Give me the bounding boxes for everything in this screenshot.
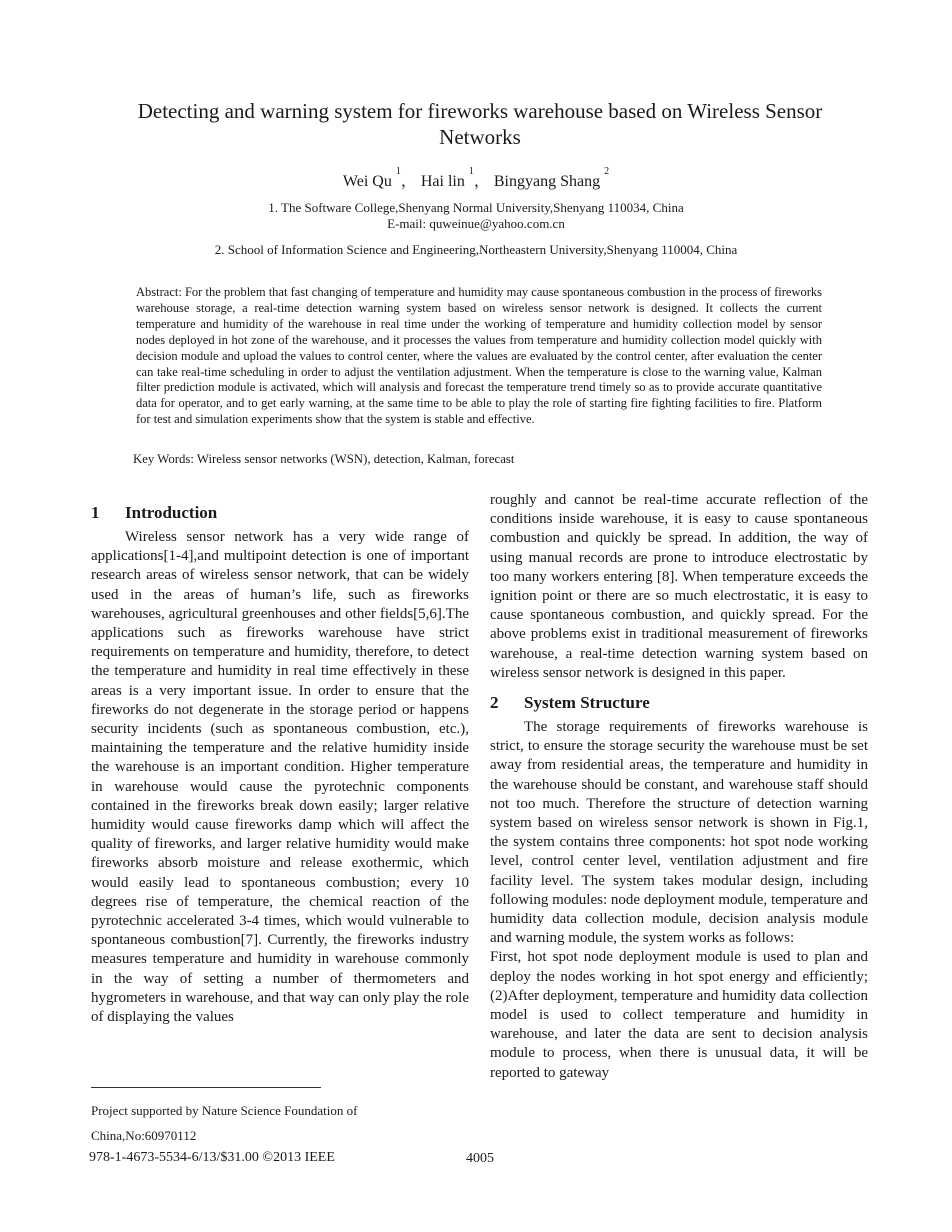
author-name: Bingyang Shang bbox=[493, 173, 601, 190]
system-structure-paragraph: First, hot spot node deployment module is used to plan and deploy the nodes working in hot spot energy and efficiently;(2)After deployment, temperature and humidity data collection model is used to collect temperature and humidity in warehouse, and later the data are sent to decision analysis module to process, when there is unusual data, it will be reported to gateway bbox=[490, 949, 868, 1081]
footnote-line: China,No:60970112 bbox=[91, 1128, 197, 1143]
affiliation-2: 2. School of Information Science and Engineering,Northeastern University,Shenyang 110004, China bbox=[214, 242, 738, 257]
system-structure-paragraph: The storage requirements of fireworks warehouse is strict, to ensure the storage security the warehouse must be set away from residential areas, the temperature and humidity in the warehouse should be constant, and warehouse staff should not too much. Therefore the structure of detection warning system based on wireless sensor network is shown in Fig.1, the system contains three components: hot spot node working level, control center level, ventilation adjustment and fire facility level. The system takes modular design, including following modules: node deployment module, temperature and humidity data collection module, decision analysis module and warning module, the system works as follows: bbox=[490, 719, 868, 947]
introduction-continuation: roughly and cannot be real-time accurate reflection of the conditions inside warehouse, it is easy to cause spontaneous combustion and quickly be spread. In addition, the way of using manual records are prone to introduce electrostatic by too many workers entering [8]. When temperature exceeds the ignition point or there are so much electrostatic, it is easy to cause spontaneous combustion, and quickly spread. For the above problems exist in traditional measurement of fireworks warehouse, a real-time detection warning system based on wireless sensor network is designed in this paper. bbox=[490, 492, 868, 681]
author-name: Wei Qu bbox=[342, 173, 392, 190]
section-title: Introduction bbox=[125, 503, 218, 522]
affiliation-1: 1. The Software College,Shenyang Normal University,Shenyang 110034, China bbox=[268, 200, 684, 215]
footnote-rule bbox=[91, 1087, 321, 1088]
right-column bbox=[490, 491, 868, 1083]
keywords: Key Words: Wireless sensor networks (WSN), detection, Kalman, forecast bbox=[133, 452, 515, 466]
section-number: 2 bbox=[490, 693, 499, 713]
section-heading bbox=[490, 692, 868, 714]
abstract: Abstract: For the problem that fast changing of temperature and humidity may cause spontaneous combustion in the process of fireworks warehouse storage, a real-time detection warning system based on wireless sensor network is designed. It collects the current temperature and humidity of the warehouse in real time under the working of temperature and humidity collection model by sensor nodes deployed in hot zone of the warehouse, and it processes the values from temperature and humidity collection model quickly with decision module and upload the values to control center, where the values are evaluated by the control center, after evaluation the center can take real-time scheduling in order to adjust the ventilation adjustment. When the temperature is close to the warning value, Kalman filter prediction module is activated, which will analysis and forecast the temperature trend timely so as to provide accurate quantitative data for operator, and to get early warning, at the same time to be able to play the role of starting fire fighting facilities to fire. Platform for test and simulation experiments show that the system is stable and effective. bbox=[136, 285, 822, 427]
author-separator: ， bbox=[400, 173, 417, 190]
author-email: E-mail: quweinue@yahoo.com.cn bbox=[387, 216, 565, 231]
section-number: 1 bbox=[91, 503, 100, 522]
author-list bbox=[0, 168, 952, 191]
author-separator: ， bbox=[473, 173, 490, 190]
page-number: 4005 bbox=[466, 1151, 494, 1166]
author-affiliation-mark: 2 bbox=[604, 166, 610, 177]
author-affiliation-mark: 1 bbox=[395, 166, 401, 177]
paper-title: Detecting and warning system for fireworks warehouse based on Wireless Sensor Networks bbox=[137, 99, 823, 149]
left-column bbox=[91, 502, 469, 1027]
author-name: Hai lin bbox=[420, 173, 465, 190]
isbn-copyright: 978-1-4673-5534-6/13/$31.00 ©2013 IEEE bbox=[89, 1150, 335, 1165]
section-title: System Structure bbox=[524, 693, 650, 713]
footnote-line: Project supported by Nature Science Foundation of bbox=[91, 1103, 358, 1118]
introduction-paragraph: Wireless sensor network has a very wide range of applications[1-4],and multipoint detection is one of important research areas of wireless sensor network, that can be widely used in the areas of human’s life, such as fireworks warehouses, agricultural greenhouses and other fields[5,6].The applications such as fireworks warehouse have strict requirements on temperature and humidity, therefore, to detect the temperature and humidity in real time effectively in these areas is a very important issue. In order to ensure that the fireworks do not degenerate in the storage period or happens security incidents (such as spontaneous combustion, etc.), maintaining the temperature and the relative humidity inside the warehouse is an important condition. Higher temperature in warehouse would cause the pyrotechnic components contained in the fireworks break down easily; larger relative humidity would cause fireworks damp which will affect the quality of fireworks, and larger relative humidity would make fireworks absorb moisture and release exothermic, which would easily lead to spontaneous combustion; every 10 degrees rise of temperature, the chemical reaction of the pyrotechnic accelerated 3-4 times, which would vulnerable to spontaneous combustion[7]. Currently, the fireworks industry measures temperature and humidity in warehouse commonly in the way of setting a number of thermometers and hygrometers in warehouse, and that way can only play the role of displaying the values bbox=[91, 529, 469, 1026]
author-affiliation-mark: 1 bbox=[468, 166, 474, 177]
section-heading bbox=[91, 502, 469, 524]
